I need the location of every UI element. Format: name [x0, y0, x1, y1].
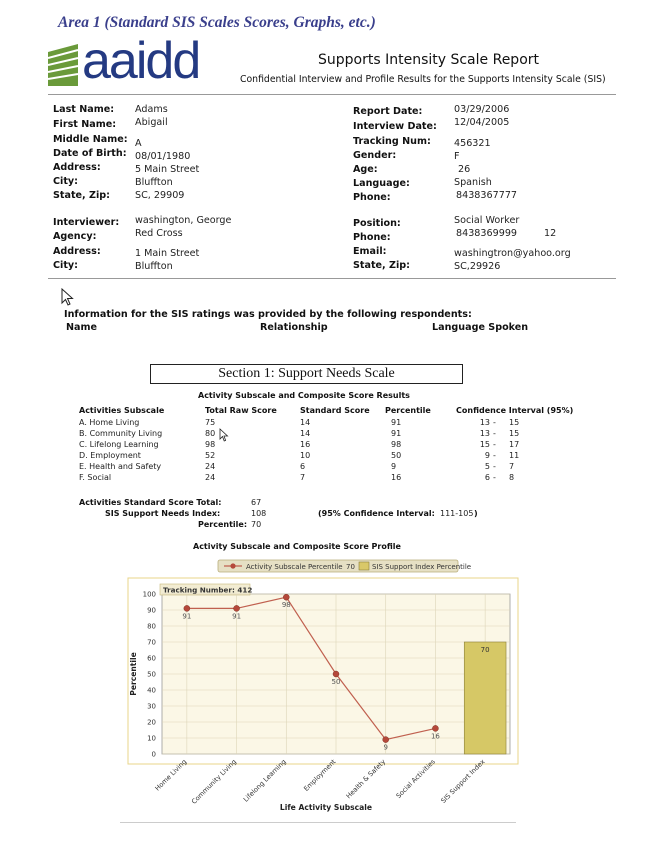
first-name-label: First Name:: [53, 119, 117, 130]
interviewer-state-zip-value: SC,29926: [454, 261, 501, 272]
score-cell-ci-low: 13: [479, 429, 490, 438]
address-value: 5 Main Street: [135, 164, 200, 175]
data-label: 16: [430, 732, 440, 741]
interviewer-value: washington, George: [135, 215, 232, 226]
legend-label: Activity Subscale Percentile: [246, 563, 343, 571]
score-cell-raw: 80: [205, 429, 216, 438]
data-label: 98: [281, 601, 291, 610]
col-header-subscale: Activities Subscale: [79, 406, 165, 415]
x-axis-label: Life Activity Subscale: [279, 803, 373, 812]
score-cell-pct: 91: [391, 429, 402, 438]
score-cell-ci-dash: -: [493, 440, 496, 449]
middle-name-label: Middle Name:: [53, 134, 128, 145]
area-title: Area 1 (Standard SIS Scales Scores, Graphs, etc.): [58, 14, 376, 31]
percentile-label: Percentile:: [198, 520, 248, 529]
y-tick-label: 0: [151, 750, 156, 759]
data-point: [432, 725, 438, 731]
city-label: City:: [53, 176, 79, 187]
data-label: 9: [383, 743, 388, 752]
x-tick-label: SIS Support Index: [439, 757, 487, 805]
position-label: Position:: [353, 218, 401, 229]
gender-value: F: [454, 151, 460, 162]
city-value: Bluffton: [135, 177, 173, 188]
y-tick-label: 10: [147, 734, 156, 743]
support-index-ci-label: (95% Confidence Interval:: [318, 509, 435, 518]
first-name-value: Abigail: [135, 117, 168, 128]
age-label: Age:: [353, 164, 378, 175]
y-tick-label: 30: [147, 702, 156, 711]
y-tick-label: 20: [147, 718, 156, 727]
report-date-value: 03/29/2006: [454, 104, 510, 115]
y-tick-label: 40: [147, 686, 156, 695]
score-cell-std: 14: [300, 418, 311, 427]
score-cell-ci-dash: -: [493, 451, 496, 460]
mouse-cursor-icon: [61, 288, 75, 306]
support-index-bar: [464, 642, 506, 754]
y-tick-label: 60: [147, 654, 156, 663]
col-header-standard: Standard Score: [300, 406, 370, 415]
dob-value: 08/01/1980: [135, 151, 191, 162]
score-cell-ci-low: 5: [484, 462, 490, 471]
state-zip-label: State, Zip:: [53, 190, 110, 201]
support-index-value: 108: [251, 509, 267, 518]
x-tick-label: Lifelong Learning: [241, 757, 288, 804]
state-zip-value: SC, 29909: [135, 190, 185, 201]
legend-label: SIS Support Index Percentile: [372, 563, 472, 571]
x-tick-label: Employment: [302, 757, 338, 793]
score-cell-ci-dash: -: [493, 418, 496, 427]
bar-value-label: 70: [480, 646, 490, 654]
score-cell-name: C. Lifelong Learning: [79, 440, 159, 449]
data-label: 50: [331, 678, 341, 686]
last-name-value: Adams: [135, 104, 168, 115]
y-tick-label: 90: [147, 606, 156, 615]
tracking-num-label: Tracking Num:: [353, 136, 431, 147]
last-name-label: Last Name:: [53, 104, 115, 115]
report-date-label: Report Date:: [353, 106, 423, 117]
y-tick-label: 50: [147, 670, 156, 679]
data-point: [333, 671, 339, 677]
legend-marker-swatch: [230, 563, 235, 568]
info-divider: [48, 278, 616, 279]
x-tick-label: Health & Safety: [344, 757, 388, 801]
gender-label: Gender:: [353, 150, 397, 161]
logo-text: aaidd: [82, 32, 200, 90]
score-cell-name: D. Employment: [79, 451, 141, 460]
interviewer-phone-label: Phone:: [353, 232, 391, 243]
mouse-cursor-icon: [219, 428, 229, 442]
section1-title: Section 1: Support Needs Scale: [150, 364, 463, 384]
std-total-value: 67: [251, 498, 262, 507]
position-value: Social Worker: [454, 215, 520, 226]
profile-chart: [120, 556, 520, 816]
col-header-percentile: Percentile: [385, 406, 431, 415]
score-cell-ci-dash: -: [493, 473, 496, 482]
score-cell-ci-dash: -: [493, 429, 496, 438]
age-value: 26: [458, 164, 471, 175]
legend-value: 70: [346, 563, 355, 571]
tracking-num-value: 456321: [454, 138, 491, 149]
support-index-ci-close: ): [474, 509, 478, 518]
score-cell-name: A. Home Living: [79, 418, 140, 427]
data-point: [283, 594, 289, 600]
email-value: washingtron@yahoo.org: [454, 248, 571, 259]
interview-date-value: 12/04/2005: [454, 117, 510, 128]
language-label: Language:: [353, 178, 410, 189]
score-cell-raw: 75: [205, 418, 216, 427]
score-cell-pct: 9: [391, 462, 397, 471]
agency-value: Red Cross: [135, 228, 183, 239]
score-cell-pct: 98: [391, 440, 402, 449]
data-point: [184, 605, 190, 611]
score-cell-raw: 98: [205, 440, 216, 449]
data-point: [234, 605, 240, 611]
col-header-raw: Total Raw Score: [205, 406, 277, 415]
interview-date-label: Interview Date:: [353, 121, 437, 132]
y-tick-label: 80: [147, 622, 156, 631]
phone-label: Phone:: [353, 192, 391, 203]
score-cell-ci-high: 15: [509, 429, 520, 438]
legend-bar-swatch: [359, 562, 369, 570]
score-cell-ci-high: 15: [509, 418, 520, 427]
score-cell-ci-low: 9: [484, 451, 490, 460]
percentile-value: 70: [251, 520, 262, 529]
score-cell-raw: 52: [205, 451, 216, 460]
score-cell-std: 16: [300, 440, 311, 449]
score-cell-std: 10: [300, 451, 311, 460]
respondents-title: Information for the SIS ratings was provided by the following respondents:: [64, 309, 472, 320]
interviewer-phone-value: 8438369999: [456, 228, 518, 239]
report-subtitle: Confidential Interview and Profile Results for the Supports Intensity Scale (SIS): [240, 74, 606, 85]
interviewer-address-value: 1 Main Street: [135, 248, 200, 259]
score-cell-name: E. Health and Safety: [79, 462, 162, 471]
phone-value: 8438367777: [456, 190, 518, 201]
score-cell-ci-high: 17: [509, 440, 520, 449]
score-cell-pct: 50: [391, 451, 402, 460]
score-cell-raw: 24: [205, 462, 216, 471]
score-cell-pct: 16: [391, 473, 402, 482]
score-cell-name: B. Community Living: [79, 429, 163, 438]
header-divider: [48, 94, 616, 95]
interviewer-state-zip-label: State, Zip:: [353, 260, 410, 271]
report-title: Supports Intensity Scale Report: [318, 52, 539, 68]
x-tick-label: Social Activities: [394, 757, 437, 800]
interviewer-city-value: Bluffton: [135, 261, 173, 272]
data-label: 91: [182, 612, 192, 621]
bottom-divider: [120, 822, 516, 823]
respondent-language-header: Language Spoken: [432, 322, 529, 333]
respondent-relationship-header: Relationship: [260, 322, 328, 333]
col-header-ci: Confidence Interval (95%): [456, 406, 574, 415]
score-cell-ci-high: 7: [509, 462, 515, 471]
support-index-label: SIS Support Needs Index:: [105, 509, 221, 518]
std-total-label: Activities Standard Score Total:: [79, 498, 222, 507]
y-axis-label: Percentile: [129, 652, 138, 696]
support-index-ci-value: 111-105: [440, 509, 474, 518]
interviewer-label: Interviewer:: [53, 217, 120, 228]
score-cell-name: F. Social: [79, 473, 112, 482]
data-point: [383, 737, 389, 743]
score-cell-ci-low: 6: [484, 473, 490, 482]
interviewer-address-label: Address:: [53, 246, 101, 257]
dob-label: Date of Birth:: [53, 148, 127, 159]
interviewer-phone-extension: 12: [544, 228, 557, 239]
tracking-label: Tracking Number: 412: [163, 585, 253, 595]
agency-label: Agency:: [53, 231, 97, 242]
language-value: Spanish: [454, 177, 492, 188]
y-tick-label: 100: [142, 590, 156, 599]
email-label: Email:: [353, 246, 387, 257]
score-cell-ci-high: 11: [509, 451, 520, 460]
y-tick-label: 70: [147, 638, 156, 647]
respondent-name-header: Name: [66, 322, 98, 333]
score-cell-pct: 91: [391, 418, 402, 427]
score-cell-std: 7: [300, 473, 306, 482]
score-cell-ci-dash: -: [493, 462, 496, 471]
interviewer-city-label: City:: [53, 260, 79, 271]
x-tick-label: Community Living: [189, 757, 238, 806]
middle-name-value: A: [135, 138, 142, 149]
score-cell-ci-high: 8: [509, 473, 515, 482]
data-label: 91: [232, 612, 242, 621]
score-cell-ci-low: 15: [479, 440, 490, 449]
score-results-title: Activity Subscale and Composite Score Results: [198, 391, 410, 400]
x-tick-label: Home Living: [153, 757, 189, 793]
score-cell-raw: 24: [205, 473, 216, 482]
score-cell-std: 6: [300, 462, 306, 471]
profile-title: Activity Subscale and Composite Score Profile: [193, 542, 401, 551]
score-cell-std: 14: [300, 429, 311, 438]
score-cell-ci-low: 13: [479, 418, 490, 427]
address-label: Address:: [53, 162, 101, 173]
